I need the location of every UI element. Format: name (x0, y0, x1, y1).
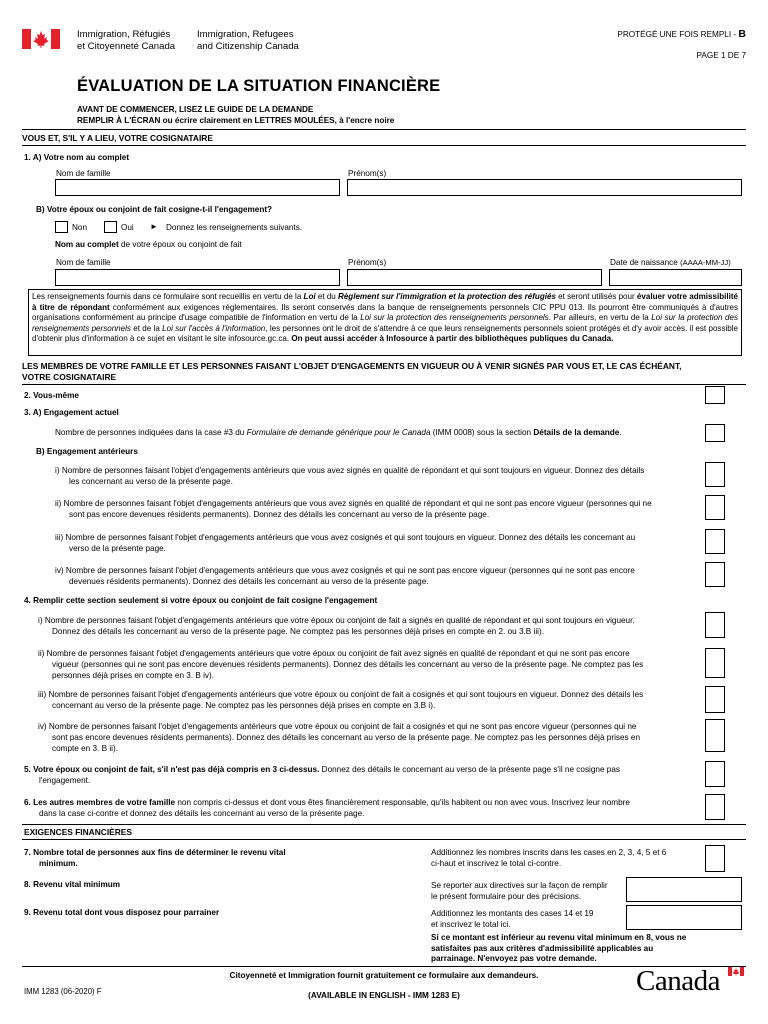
text-line: i) Nombre de personnes faisant l'objet d'engagements antérieurs que votre époux ou conjoint de fait a signés en qualité de répondant et qui sont toujours en vigueur. (38, 616, 635, 625)
spouse-name-bold: Nom au complet (55, 240, 119, 249)
q3a-text-part: . (619, 428, 622, 437)
q3a-text-part: Formulaire de demande générique pour le Canada (246, 428, 431, 437)
page-number: PAGE 1 DE 7 (696, 51, 746, 60)
q7-note-line2: ci-haut et inscrivez le total ci-contre. (431, 859, 562, 868)
canada-wordmark (636, 964, 720, 999)
privacy-text: , les personnes ont le droit de s'attendre à ce que leurs renseignements personnels soient protégés et d'y avoir accès. il est possible d'obtenir plus d'information à ce sujet en visitant le site infosource.gc.ca. (32, 323, 738, 344)
instructions (77, 104, 394, 126)
oui-label: Oui (121, 223, 134, 232)
protected-letter: B (738, 28, 746, 40)
department-name-fr (77, 29, 175, 53)
q3b-iii-text (55, 532, 635, 554)
q4-iv-input[interactable] (705, 719, 725, 752)
text-line: iii) Nombre de personnes faisant l'objet d'engagements antérieurs que votre époux ou conjoint de fait a cosignés et qui sont toujours en vigueur. Donnez des détails les (38, 690, 644, 699)
instructions-line2: REMPLIR À L'ÉCRAN ou écrire clairement en LETTRES MOULÉES, à l'encre noire (77, 116, 395, 125)
q7-note (431, 847, 666, 869)
q8-input[interactable] (626, 877, 742, 902)
heading-line1: LES MEMBRES DE VOTRE FAMILLE ET LES PERSONNES FAISANT L'OBJET D'ENGAGEMENTS EN VIGUEUR OU À VENIR SIGNÉS PAR VOUS ET, LE CAS ÉCHÉANT, (22, 361, 682, 371)
q1b-label: B) Votre époux ou conjoint de fait cosigne-t-il l'engagement? (36, 205, 273, 214)
wordmark-flag-icon (728, 967, 744, 976)
text-line: compte en 3. B ii). (52, 744, 118, 753)
oui-checkbox[interactable] (104, 221, 117, 233)
text-line: iv) Nombre de personnes faisant l'objet d'engagements antérieurs que vous avez cosignés et qui ne sont pas encore vigueur (personnes qui ne sont pas encore (55, 566, 635, 575)
given-name-input[interactable] (347, 179, 742, 196)
q6-line2: dans la case ci-contre et donnez des détails les concernant au verso de la présente page. (39, 809, 365, 818)
section-heading-applicant: VOUS ET, S'IL Y A LIEU, VOTRE COSIGNATAIRE (22, 133, 213, 143)
non-checkbox[interactable] (55, 221, 68, 233)
q7-line1: 7. Nombre total de personnes aux fins de déterminer le revenu vital (24, 848, 286, 857)
q2-label: 2. Vous-même (24, 391, 79, 400)
q4-i-text (38, 615, 635, 637)
q6-text (24, 797, 630, 819)
q5-text (24, 764, 620, 786)
spouse-family-name-label: Nom de famille (56, 258, 111, 267)
q2-input[interactable] (705, 386, 725, 404)
q9-label: 9. Revenu total dont vous disposez pour parrainer (24, 908, 220, 917)
q4-label: 4. Remplir cette section seulement si votre époux ou conjoint de fait cosigne l'engagement (24, 596, 378, 605)
spouse-dob-input[interactable] (609, 269, 742, 286)
q4-iv-text (38, 721, 640, 754)
q3b-ii-input[interactable] (705, 495, 725, 520)
q5-input[interactable] (705, 761, 725, 787)
q5-line2: l'engagement. (39, 776, 91, 785)
text-line: personnes déjà prises en compte en 3. B iv). (52, 671, 215, 680)
privacy-text: Les renseignements fournis dans ce formulaire sont recueillis en vertu de la (32, 292, 304, 301)
non-label: Non (72, 223, 88, 232)
dept-en-line1: Immigration, Refugees (197, 29, 294, 40)
privacy-notice (28, 289, 742, 356)
privacy-text: . Par ailleurs, en vertu de la (548, 313, 652, 323)
spouse-name-rest: de votre époux ou conjoint de fait (118, 240, 242, 249)
q3a-text (55, 428, 622, 438)
warning-line: satisfaites pas aux critères d'admissibilité applicables au (431, 943, 654, 953)
privacy-text: et du (315, 292, 339, 301)
protected-label (617, 28, 746, 41)
dob-text: Date de naissance (610, 258, 678, 267)
protected-text: PROTÉGÉ UNE FOIS REMPLI - (617, 30, 737, 39)
q6-input[interactable] (705, 794, 725, 820)
privacy-text: Loi sur la protection des renseignements personnels (360, 313, 549, 323)
text-line: iii) Nombre de personnes faisant l'objet d'engagements antérieurs que vous avez cosignés et qui sont toujours en vigueur. Donnez des détails les concernant au (55, 533, 636, 542)
text-line: concernant au verso de la présente page. Ne comptez pas les personnes déjà prises en compte en 3.B i). (52, 701, 436, 710)
privacy-text: et seront utilisés pour (555, 292, 637, 301)
divider (22, 384, 746, 385)
privacy-text: conformément aux exigences réglementaires. Ils seront conservés dans la banque de renseignements personnels CIC PPU 013. Ils pourront être communiqués à d'autres organisations conformément au principe d'usage compatible de l'information en vertu de la (32, 302, 738, 323)
dept-en-line2: and Citizenship Canada (197, 41, 299, 52)
spouse-dob-label (610, 258, 731, 268)
q8-note-line2: le présent formulaire pour des précisions. (431, 892, 582, 901)
spouse-given-name-label: Prénom(s) (348, 258, 387, 267)
privacy-text: et de la (130, 323, 163, 333)
available-in-english: (AVAILABLE IN ENGLISH - IMM 1283 E) (308, 991, 460, 1000)
q5-bold: 5. Votre époux ou conjoint de fait, s'il n'est pas déjà compris en 3 ci-dessus. (24, 765, 320, 774)
spouse-family-name-input[interactable] (55, 269, 340, 286)
divider (22, 145, 746, 146)
heading-line2: VOTRE COSIGNATAIRE (22, 372, 117, 382)
q9-note-line1: Additionnez les montants des cases 14 et 19 (431, 909, 594, 918)
q4-i-input[interactable] (705, 612, 725, 638)
canada-flag-icon (22, 29, 60, 49)
q7-label (24, 847, 286, 869)
privacy-text: Loi sur l'accès à l'information (162, 323, 266, 333)
q9-note (431, 908, 594, 930)
privacy-text: évaluer votre admissibilité à titre de répondant (32, 292, 739, 312)
department-name-en (197, 29, 299, 53)
text-line: vigueur (personnes qui ne sont pas encore devenues résidents permanents). Donnez des détails les concernant au verso de la présente page. Ne comptez pas les (52, 660, 644, 669)
form-title: ÉVALUATION DE LA SITUATION FINANCIÈRE (77, 77, 441, 95)
q7-note-line1: Additionnez les nombres inscrits dans les cases en 2, 3, 4, 5 et 6 (431, 848, 667, 857)
spouse-name-label (55, 240, 242, 250)
section-heading-financial: EXIGENCES FINANCIÈRES (24, 827, 132, 837)
q3b-ii-text (55, 498, 652, 520)
q4-ii-input[interactable] (705, 648, 725, 678)
q9-input[interactable] (626, 905, 742, 930)
q7-input[interactable] (705, 845, 725, 872)
text-line: i) Nombre de personnes faisant l'objet d'engagements antérieurs que vous avez signés en qualité de répondant et qui sont toujours en vigueur. Donnez des détails (55, 466, 645, 475)
free-form-notice: Citoyenneté et Immigration fournit gratuitement ce formulaire aux demandeurs. (229, 971, 539, 980)
family-name-label: Nom de famille (56, 169, 111, 178)
q3b-iv-input[interactable] (705, 562, 725, 587)
q3b-i-input[interactable] (705, 462, 725, 487)
privacy-text: Loi sur la protection des renseignements personnels (32, 313, 739, 333)
privacy-text: Loi (303, 292, 316, 301)
q4-iii-input[interactable] (705, 686, 725, 713)
text-line: sont pas encore devenues résidents permanents). Donnez des détails les concernant au verso de la présente page. Ne comptez pas les personnes déjà prises en (52, 733, 641, 742)
warning-line: Si ce montant est inférieur au revenu vital minimum en 8, vous ne (431, 933, 687, 942)
text-line: verso de la présente page. (69, 544, 166, 553)
text-line: Donnez des détails les concernant au verso de la présente page. Ne comptez pas les personnes déjà prises en compte en 2. ou 3.B iii). (52, 627, 544, 636)
given-name-label: Prénom(s) (348, 169, 387, 178)
divider (22, 824, 746, 825)
q4-ii-text (38, 648, 643, 681)
q3a-text-part: (IMM 0008) sous la section (430, 428, 534, 437)
warning-line: parrainage. N'envoyez pas votre demande. (431, 954, 597, 963)
wordmark-text: Canada (636, 965, 720, 997)
q9-note-line2: et inscrivez le total ici. (431, 920, 511, 929)
text-line: ii) Nombre de personnes faisant l'objet d'engagements antérieurs que vous avez signés en qualité de répondant et qui ne sont pas encore vigueur (personnes qui ne (55, 499, 652, 508)
dept-fr-line2: et Citoyenneté Canada (77, 41, 176, 52)
q3b-iv-text (55, 565, 635, 587)
dept-fr-line1: Immigration, Réfugiés (77, 29, 171, 40)
text-line: sont pas encore devenues résidents permanents). Donnez des détails les concernant au verso de la présente page. (69, 510, 490, 519)
text-line: les concernant au verso de la présente page. (69, 477, 233, 486)
arrow-right-icon: ► (150, 222, 158, 231)
q8-note-line1: Se reporter aux directives sur la façon de remplir (431, 881, 608, 890)
q6-bold: 6. Les autres membres de votre famille (24, 798, 176, 807)
q3b-i-text (55, 465, 644, 487)
privacy-text: Règlement sur l'immigration et la protection des réfugiés (338, 292, 556, 301)
q5-rest: Donnez des détails le concernant au verso de la présente page s'il ne cosigne pas (319, 765, 620, 774)
q8-note (431, 880, 608, 902)
spouse-given-name-input[interactable] (347, 269, 602, 286)
form-identifier: IMM 1283 (06-2020) F (24, 987, 102, 996)
give-info-text: Donnez les renseignements suivants. (166, 223, 303, 232)
q3b-iii-input[interactable] (705, 529, 725, 554)
divider (22, 129, 746, 130)
q3a-text-part: Détails de la demande (533, 428, 620, 437)
section-heading-family (22, 361, 681, 383)
text-line: iv) Nombre de personnes faisant l'objet d'engagements antérieurs que votre époux ou conjoint de fait a cosignés et qui ne sont pas encore vigueur (personnes qui ne (38, 722, 637, 731)
family-name-input[interactable] (55, 179, 340, 196)
q7-line2: minimum. (39, 859, 78, 868)
q3a-input[interactable] (705, 424, 725, 442)
q8-label: 8. Revenu vital minimum (24, 880, 121, 889)
q4-iii-text (38, 689, 643, 711)
privacy-text: On peut aussi accéder à Infosource à partir des bibliothèques publiques du Canada. (291, 334, 614, 344)
divider (22, 839, 746, 840)
text-line: ii) Nombre de personnes faisant l'objet d'engagements antérieurs que votre époux ou conjoint de fait avez signés en qualité de répondant et qui ne sont pas encore (38, 649, 630, 658)
q1a-label: 1. A) Votre nom au complet (24, 153, 130, 162)
q6-rest: non compris ci-dessus et dont vous êtes financièrement responsable, qu'ils habitent ou non avec vous. Inscrivez leur nombre (175, 798, 630, 807)
q3a-text-part: Nombre de personnes indiquées dans la case #3 du (55, 428, 247, 437)
ineligibility-warning (431, 933, 686, 965)
instructions-line1: AVANT DE COMMENCER, LISEZ LE GUIDE DE LA DEMANDE (77, 105, 314, 114)
dob-format: (AAAA-MM-JJ) (680, 258, 731, 267)
q3b-label: B) Engagement antérieurs (36, 447, 138, 456)
text-line: devenues résidents permanents). Donnez des détails les concernant au verso de la présente page. (69, 577, 429, 586)
q3a-label: 3. A) Engagement actuel (24, 408, 119, 417)
